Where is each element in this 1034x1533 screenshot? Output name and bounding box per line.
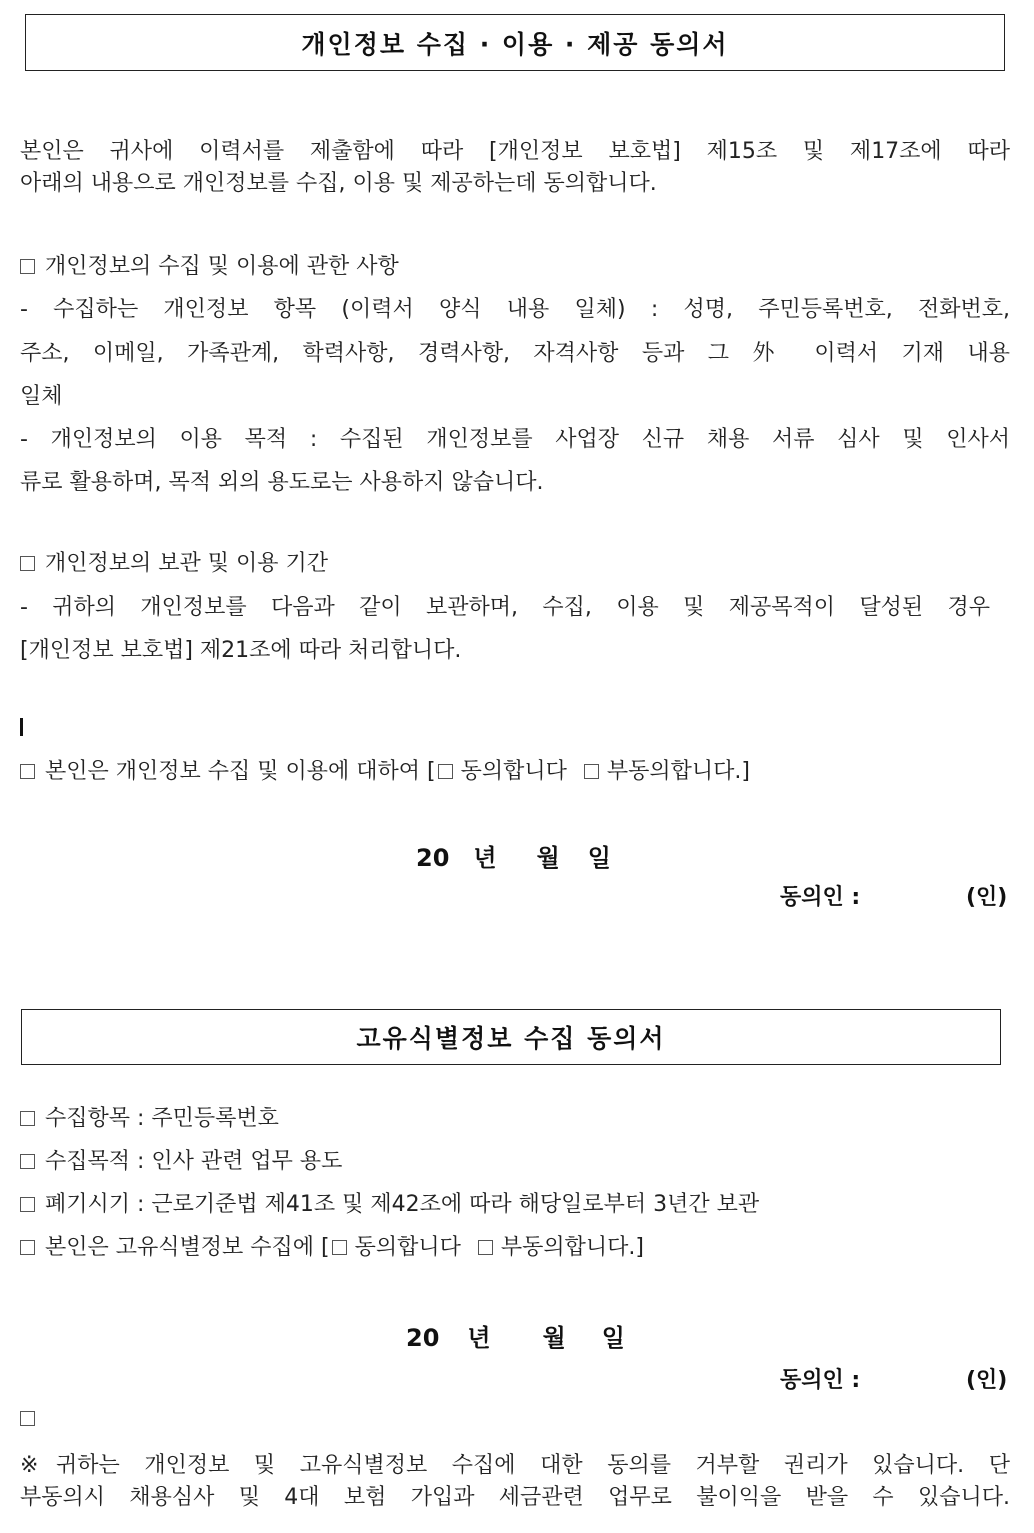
consent-prefix: 본인은 개인정보 수집 및 이용에 대하여 [ — [45, 759, 436, 784]
unique-id-form-title-text: 고유식별정보 수집 동의서 — [356, 1024, 666, 1053]
checkbox[interactable] — [20, 1240, 35, 1255]
intro-line-2: 아래의 내용으로 개인정보를 수집, 이용 및 제공하는데 동의합니다. — [20, 171, 657, 196]
disagree-checkbox[interactable] — [584, 764, 599, 779]
date-line-1 — [416, 838, 611, 873]
purpose-line-1: - 개인정보의 이용 목적 : 수집된 개인정보를 사업장 신규 채용 서류 심사 및 인사서 — [20, 427, 1010, 452]
signer-label: 동의인 : — [780, 885, 861, 910]
seal-label-1: (인) — [966, 885, 1008, 910]
agree-label: 동의합니다 — [354, 1235, 461, 1260]
consent-prefix: 본인은 고유식별정보 수집에 [ — [45, 1235, 330, 1260]
retention-line-1: - 귀하의 개인정보를 다음과 같이 보관하며, 수집, 이용 및 제공목적이 달성된 경우 — [20, 595, 990, 620]
collect-items-line-3: 일체 — [20, 384, 63, 409]
agree-checkbox[interactable] — [438, 764, 453, 779]
retention-line-2: [개인정보 보호법] 제21조에 따라 처리합니다. — [20, 638, 462, 663]
retention-heading-text: 개인정보의 보관 및 이용 기간 — [45, 551, 328, 576]
collect-items-line-1: - 수집하는 개인정보 항목 (이력서 양식 내용 일체) : 성명, 주민등록번호, 전화번호, — [20, 297, 1010, 322]
date-year-unit: 년 — [473, 844, 497, 872]
unique-id-item-2 — [20, 1147, 342, 1177]
collect-heading — [20, 252, 399, 282]
checkbox[interactable] — [20, 1197, 35, 1212]
unique-id-item-text: 수집항목 : 주민등록번호 — [45, 1106, 279, 1131]
date-month-unit: 월 — [542, 1324, 566, 1352]
checkbox[interactable] — [20, 1111, 35, 1126]
agree-checkbox[interactable] — [332, 1240, 347, 1255]
disagree-label: 부동의합니다.] — [500, 1235, 644, 1260]
checkbox[interactable] — [20, 1411, 35, 1426]
date-year: 20 — [416, 844, 450, 872]
unique-id-item-text: 수집목적 : 인사 관련 업무 용도 — [45, 1149, 343, 1174]
disagree-label: 부동의합니다.] — [606, 759, 750, 784]
notice-line-2: 부동의시 채용심사 및 4대 보험 가입과 세금관련 업무로 불이익을 받을 수 있습니다. — [20, 1485, 1010, 1510]
date-year-unit: 년 — [467, 1324, 491, 1352]
unique-id-item-3 — [20, 1190, 759, 1220]
signer-line-2 — [780, 1363, 860, 1394]
signer-line-1 — [780, 880, 860, 911]
date-day-unit: 일 — [587, 844, 611, 872]
unique-id-item-1 — [20, 1104, 279, 1134]
unique-id-item-text: 폐기시기 : 근로기준법 제41조 및 제42조에 따라 해당일로부터 3년간 보관 — [45, 1192, 760, 1217]
consent-form-title — [25, 14, 1005, 71]
date-day-unit: 일 — [601, 1324, 625, 1352]
agree-label: 동의합니다 — [460, 759, 567, 784]
unique-id-form-title — [21, 1009, 1001, 1065]
collect-heading-text: 개인정보의 수집 및 이용에 관한 사항 — [45, 254, 399, 279]
collect-items-line-2: 주소, 이메일, 가족관계, 학력사항, 경력사항, 자격사항 등과 그 外 이력서 기재 내용 — [20, 341, 1010, 366]
checkbox[interactable] — [20, 259, 35, 274]
signer-label: 동의인 : — [780, 1368, 861, 1393]
retention-heading — [20, 549, 328, 579]
date-line-2 — [406, 1318, 625, 1353]
notice-line-1: ※귀하는 개인정보 및 고유식별정보 수집에 대한 동의를 거부할 권리가 있습니다. 단 — [20, 1453, 1010, 1478]
checkbox[interactable] — [20, 556, 35, 571]
checkbox[interactable] — [20, 1154, 35, 1169]
consent-row-1 — [20, 757, 750, 787]
disagree-checkbox[interactable] — [478, 1240, 493, 1255]
date-year: 20 — [406, 1324, 440, 1352]
intro-line-1: 본인은 귀사에 이력서를 제출함에 따라 [개인정보 보호법] 제15조 및 제17조에 따라 — [20, 139, 1010, 164]
purpose-line-2: 류로 활용하며, 목적 외의 용도로는 사용하지 않습니다. — [20, 470, 544, 495]
seal-label-2: (인) — [966, 1368, 1008, 1393]
empty-checkbox-row — [20, 1410, 45, 1429]
checkbox[interactable] — [20, 764, 35, 779]
consent-row-2 — [20, 1233, 644, 1263]
text-cursor — [20, 718, 23, 736]
consent-form-title-text: 개인정보 수집 · 이용 · 제공 동의서 — [301, 29, 729, 59]
date-month-unit: 월 — [536, 844, 560, 872]
